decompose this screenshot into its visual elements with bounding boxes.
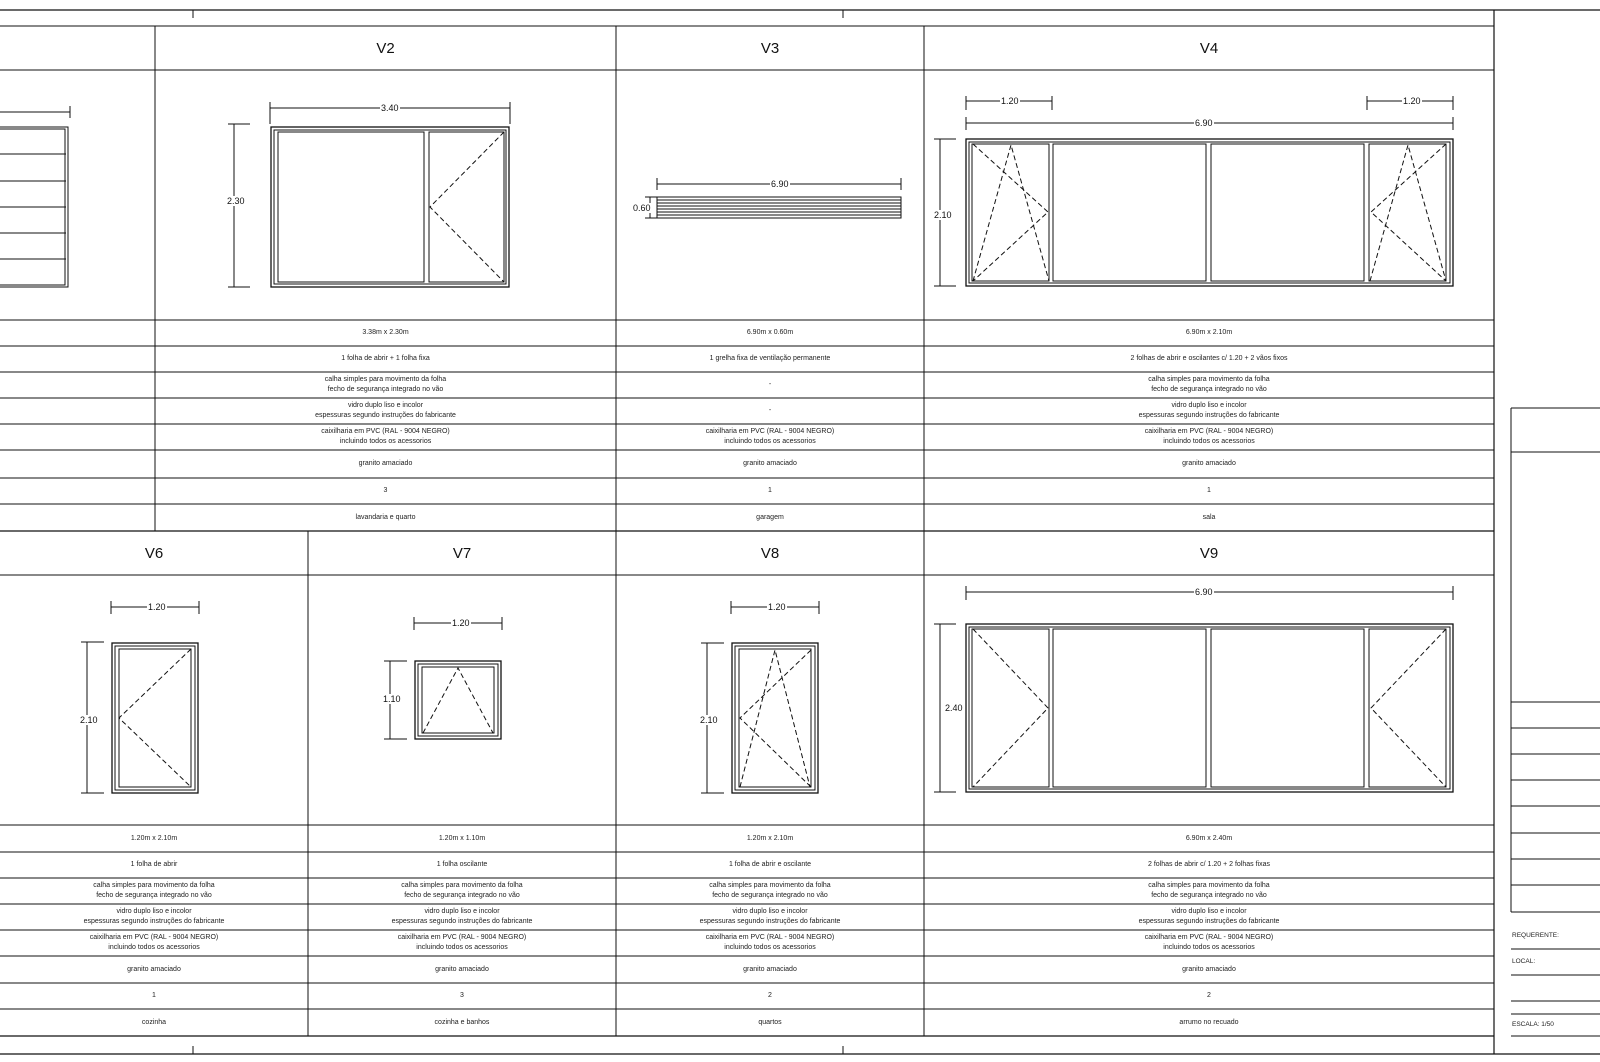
spec-text-line: 6.90m x 2.40m: [1185, 834, 1233, 842]
spec-text-line: granito amaciado: [127, 965, 181, 973]
v7-window-drawing: [384, 617, 502, 739]
spec-text-line: vidro duplo liso e incolor: [116, 908, 192, 915]
spec-text-line: granito amaciado: [743, 460, 797, 467]
v6-spec-row-5: [0, 956, 308, 983]
spec-text-line: granito amaciado: [435, 965, 489, 973]
spec-text-line: 2 folhas de abrir c/ 1.20 + 2 folhas fixas: [1148, 861, 1270, 868]
spec-text-line: espessuras segundo instruções do fabricante: [1138, 412, 1280, 419]
v9-window-drawing: [934, 586, 1453, 792]
v8-spec-row-5: [616, 956, 924, 983]
v9-width-dimension: 6.90: [1195, 587, 1213, 597]
spec-text-line: incluindo todos os acessorios: [1163, 944, 1255, 951]
v2-spec-row-6: [155, 478, 616, 504]
v4-height-dimension: 2.10: [934, 210, 952, 220]
spec-text-line: cozinha e banhos: [434, 1018, 490, 1026]
v7-spec-row-1: [308, 852, 616, 878]
v3-spec-row-1: [616, 346, 924, 372]
v9-spec-row-0: [924, 825, 1494, 852]
spec-text-line: 2: [1207, 992, 1211, 999]
spec-text-line: 1: [152, 992, 156, 999]
spec-text-line: quartos: [758, 1018, 782, 1026]
spec-text-line: garagem: [756, 513, 784, 521]
v6-spec-row-2: [0, 878, 308, 904]
v7-spec-row-3: [308, 904, 616, 930]
spec-text-line: espessuras segundo instruções do fabricante: [83, 918, 225, 925]
v9-spec-row-1: [924, 852, 1494, 878]
v9-spec-row-6: [924, 983, 1494, 1009]
v4-right-leaf-dimension: 1.20: [1403, 96, 1421, 106]
spec-text-line: calha simples para movimento da folha: [1148, 882, 1270, 889]
v8-spec-row-4: [616, 930, 924, 956]
spec-text-line: espessuras segundo instruções do fabricante: [315, 412, 456, 419]
spec-text-line: granito amaciado: [1182, 460, 1236, 467]
spec-text-line: vidro duplo liso e incolor: [732, 908, 808, 915]
spec-text-line: 1 folha de abrir + 1 folha fixa: [341, 355, 430, 362]
spec-text-line: calha simples para movimento da folha: [93, 882, 215, 889]
spec-text-line: caixilharia em PVC (RAL - 9004 NEGRO): [89, 934, 219, 941]
requerente-label: REQUERENTE:: [1512, 932, 1559, 939]
spec-text-line: fecho de segurança integrado no vão: [1151, 892, 1267, 899]
title-block: [1511, 408, 1600, 1036]
v3-spec-row-3: [616, 398, 924, 424]
v1-partial-drawing: [0, 106, 70, 287]
panel-title-v2: V2: [376, 39, 395, 57]
v6-spec-row-3: [0, 904, 308, 930]
v4-spec-row-1: [924, 346, 1494, 372]
spec-text-line: 6.90m x 0.60m: [746, 329, 794, 336]
spec-text-line: incluindo todos os acessorios: [416, 944, 508, 951]
panel-title-v7: V7: [452, 544, 472, 562]
v8-spec-row-7: [616, 1009, 924, 1036]
v2-spec-row-4: [155, 424, 616, 450]
v9-spec-row-3: [924, 904, 1494, 930]
v3-spec-row-2: [616, 372, 924, 398]
spec-text-line: vidro duplo liso e incolor: [424, 908, 500, 915]
spec-text-line: 1.20m x 2.10m: [746, 834, 794, 842]
v2-spec-row-1: [155, 346, 616, 372]
spec-text-line: calha simples para movimento da folha: [401, 882, 523, 889]
v8-spec-row-1: [616, 852, 924, 878]
spec-text-line: 1 grelha fixa de ventilação permanente: [709, 355, 831, 362]
v6-spec-row-6: [0, 983, 308, 1009]
v4-width-dimension: 6.90: [1195, 118, 1213, 128]
spec-text-line: -: [768, 407, 772, 414]
v3-spec-row-5: [616, 450, 924, 478]
v8-spec-row-2: [616, 878, 924, 904]
v9-spec-row-7: [924, 1009, 1494, 1036]
spec-text-line: caixilharia em PVC (RAL - 9004 NEGRO): [321, 428, 450, 435]
spec-text-line: incluindo todos os acessorios: [724, 438, 816, 445]
spec-text-line: 1.20m x 2.10m: [130, 834, 178, 842]
panel-title-v8: V8: [760, 544, 780, 562]
v8-spec-row-6: [616, 983, 924, 1009]
v4-spec-row-2: [924, 372, 1494, 398]
v8-width-dimension: 1.20: [768, 602, 786, 612]
spec-text-line: fecho de segurança integrado no vão: [712, 892, 828, 899]
v8-window-drawing: [701, 601, 819, 793]
v3-spec-row-6: [616, 478, 924, 504]
spec-text-line: 6.90m x 2.10m: [1185, 329, 1233, 336]
spec-text-line: sala: [1202, 513, 1216, 521]
spec-text-line: fecho de segurança integrado no vão: [1151, 386, 1267, 393]
spec-text-line: 1.20m x 1.10m: [438, 834, 486, 842]
spec-text-line: 2: [768, 992, 772, 999]
v4-spec-row-3: [924, 398, 1494, 424]
spec-text-line: caixilharia em PVC (RAL - 9004 NEGRO): [1144, 934, 1274, 941]
v2-spec-row-3: [155, 398, 616, 424]
v4-spec-row-0: [924, 320, 1494, 346]
v6-spec-row-7: [0, 1009, 308, 1036]
panel-title-v6: V6: [144, 544, 164, 562]
spec-text-line: incluindo todos os acessorios: [339, 438, 432, 445]
spec-text-line: 1: [1207, 487, 1211, 494]
spec-text-line: incluindo todos os acessorios: [108, 944, 200, 951]
scale-label: ESCALA: 1/50: [1512, 1021, 1554, 1028]
v6-spec-row-1: [0, 852, 308, 878]
spec-text-line: caixilharia em PVC (RAL - 9004 NEGRO): [705, 934, 835, 941]
spec-text-line: vidro duplo liso e incolor: [347, 402, 424, 409]
spec-text-line: 3: [383, 487, 388, 494]
spec-text-line: 3: [460, 992, 464, 999]
spec-text-line: 3.38m x 2.30m: [362, 329, 409, 336]
v6-window-drawing: [81, 601, 199, 793]
v2-spec-row-0: [155, 320, 616, 346]
local-label: LOCAL:: [1512, 958, 1536, 965]
v3-spec-row-7: [616, 504, 924, 531]
v2-window-drawing: [228, 102, 510, 287]
spec-text-line: granito amaciado: [743, 965, 797, 973]
v7-spec-row-7: [308, 1009, 616, 1036]
v4-left-leaf-dimension: 1.20: [1001, 96, 1019, 106]
v6-width-dimension: 1.20: [148, 602, 166, 612]
v8-spec-row-3: [616, 904, 924, 930]
spec-text-line: arrumo no recuado: [1179, 1018, 1239, 1026]
panel-title-v9: V9: [1199, 544, 1219, 562]
v3-spec-row-0: [616, 320, 924, 346]
v2-height-dimension: 2.30: [227, 196, 245, 206]
v9-height-dimension: 2.40: [945, 703, 963, 713]
spec-text-line: 1: [768, 487, 772, 494]
spec-text-line: 2 folhas de abrir e oscilantes c/ 1.20 + 2 vãos fixos: [1130, 355, 1288, 362]
spec-text-line: calha simples para movimento da folha: [324, 376, 447, 383]
v2-spec-row-5: [155, 450, 616, 478]
spec-text-line: granito amaciado: [1182, 965, 1236, 973]
spec-text-line: caixilharia em PVC (RAL - 9004 NEGRO): [397, 934, 527, 941]
v8-spec-row-0: [616, 825, 924, 852]
v8-height-dimension: 2.10: [700, 715, 718, 725]
v7-width-dimension: 1.20: [452, 618, 470, 628]
v4-spec-row-4: [924, 424, 1494, 450]
spec-text-line: 1 folha oscilante: [436, 861, 488, 868]
spec-text-line: fecho de segurança integrado no vão: [327, 386, 444, 393]
v7-spec-row-2: [308, 878, 616, 904]
spec-text-line: caixilharia em PVC (RAL - 9004 NEGRO): [705, 428, 835, 435]
v7-height-dimension: 1.10: [383, 694, 401, 704]
spec-text-line: espessuras segundo instruções do fabricante: [699, 918, 841, 925]
v9-spec-row-2: [924, 878, 1494, 904]
v7-spec-row-4: [308, 930, 616, 956]
v2-width-dimension: 3.40: [381, 103, 399, 113]
v9-spec-row-5: [924, 956, 1494, 983]
v9-spec-row-4: [924, 930, 1494, 956]
panel-title-v4: V4: [1199, 39, 1219, 57]
v3-width-dimension: 6.90: [771, 179, 789, 189]
v6-height-dimension: 2.10: [80, 715, 98, 725]
v3-spec-row-4: [616, 424, 924, 450]
spec-text-line: vidro duplo liso e incolor: [1171, 908, 1247, 915]
panel-title-v3: V3: [760, 39, 780, 57]
spec-text-line: -: [768, 381, 772, 388]
spec-text-line: 1 folha de abrir e oscilante: [728, 861, 812, 868]
v4-spec-row-6: [924, 478, 1494, 504]
v7-spec-row-6: [308, 983, 616, 1009]
spec-text-line: 1 folha de abrir: [130, 861, 178, 868]
v7-spec-row-5: [308, 956, 616, 983]
spec-text-line: caixilharia em PVC (RAL - 9004 NEGRO): [1144, 428, 1274, 435]
spec-text-line: calha simples para movimento da folha: [709, 882, 831, 889]
v2-spec-row-2: [155, 372, 616, 398]
spec-text-line: incluindo todos os acessorios: [1163, 438, 1255, 445]
spec-text-line: lavandaria e quarto: [355, 513, 416, 521]
spec-text-line: granito amaciado: [358, 460, 413, 467]
v7-spec-row-0: [308, 825, 616, 852]
v2-spec-row-7: [155, 504, 616, 531]
spec-text-line: vidro duplo liso e incolor: [1171, 402, 1247, 409]
spec-text-line: cozinha: [141, 1018, 167, 1026]
spec-text-line: incluindo todos os acessorios: [724, 944, 816, 951]
spec-text-line: fecho de segurança integrado no vão: [96, 892, 212, 899]
v6-spec-row-0: [0, 825, 308, 852]
spec-text-line: calha simples para movimento da folha: [1148, 376, 1270, 383]
v4-spec-row-7: [924, 504, 1494, 531]
spec-text-line: espessuras segundo instruções do fabricante: [1138, 918, 1280, 925]
v4-spec-row-5: [924, 450, 1494, 478]
spec-text-line: espessuras segundo instruções do fabricante: [391, 918, 533, 925]
v6-spec-row-4: [0, 930, 308, 956]
v3-height-dimension: 0.60: [633, 203, 651, 213]
spec-text-line: fecho de segurança integrado no vão: [404, 892, 520, 899]
